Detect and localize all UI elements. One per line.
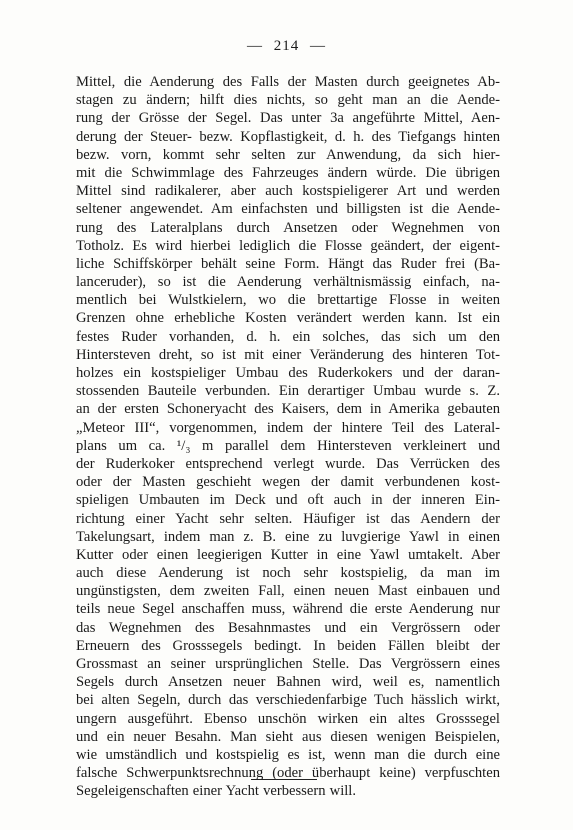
header-dash-left: — bbox=[247, 38, 263, 54]
text-line: das Wegnehmen des Besahnmastes und ein Vergrössern oder bbox=[76, 619, 500, 636]
text-line: Grenzen ohne erhebliche Kosten verändert werden kann. Ist ein bbox=[76, 310, 500, 327]
text-line: liche Schiffskörper behält seine Form. Hängt das Ruder frei (Ba- bbox=[76, 255, 500, 272]
text-line: „Meteor III“, vorgenommen, indem der hintere Teil des Lateral- bbox=[76, 419, 500, 436]
text-line: Grossmast an seiner ursprünglichen Stelle. Das Vergrössern eines bbox=[76, 656, 500, 672]
body-text bbox=[76, 73, 500, 801]
text-line: rung des Lateralplans durch Ansetzen oder Wegnehmen von bbox=[76, 219, 500, 236]
text-line-last: Segeleigenschaften einer Yacht verbessern will. bbox=[76, 783, 357, 800]
text-line: an der ersten Schoneryacht des Kaisers, dem in Amerika gebauten bbox=[76, 401, 500, 418]
text-line: der Ruderkoker entsprechend verlegt wurde. Das Verrücken des bbox=[76, 455, 500, 472]
text-line: stagen zu ändern; hilft dies nichts, so geht man an die Aende- bbox=[76, 92, 500, 109]
page-header bbox=[0, 38, 573, 55]
text-line: und ein neuer Besahn. Man sieht aus diesen wenigen Beispielen, bbox=[76, 728, 500, 745]
text-line: bezw. vorn, kommt sehr selten zur Anwendung, da sich hier- bbox=[76, 146, 500, 163]
text-line: Kutter oder einen leegierigen Kutter in eine Yawl umtakelt. Aber bbox=[76, 546, 500, 563]
text-line: falsche Schwerpunktsrechnung (oder überhaupt keine) verpfuschten bbox=[76, 765, 500, 782]
text-line: Mittel, die Aenderung des Falls der Masten durch geeignetes Ab- bbox=[76, 74, 500, 90]
text-line: wie umständlich und kostspielig es ist, wenn man die durch eine bbox=[76, 746, 500, 763]
text-line: Mittel sind radikalerer, aber auch kostspieligerer Art und werden bbox=[76, 183, 500, 200]
text-line: teils neue Segel anschaffen muss, während die erste Aenderung nur bbox=[76, 601, 500, 618]
page-number: 214 bbox=[273, 38, 300, 54]
text-line: plans um ca. ¹/₃ m parallel dem Hintersteven verkleinert und bbox=[76, 437, 500, 454]
text-line: festes Ruder vorhanden, d. h. ein solches, das sich um den bbox=[76, 328, 500, 345]
text-line: ungern ausgeführt. Ebenso unschön wirken ein altes Grosssegel bbox=[76, 710, 500, 727]
text-line: spieligen Umbauten im Deck und oft auch in der inneren Ein- bbox=[76, 492, 500, 509]
text-line: auch diese Aenderung ist noch sehr kostspielig, da man im bbox=[76, 565, 500, 582]
text-line: Totholz. Es wird hierbei lediglich die Flosse geändert, der eigent- bbox=[76, 237, 500, 254]
text-line: mentlich bei Wulstkielern, wo die brettartige Flosse in weiten bbox=[76, 292, 500, 309]
text-line: Takelungsart, indem man z. B. eine zu luvgierige Yawl in einen bbox=[76, 528, 500, 545]
text-line: seltener angewendet. Am einfachsten und billigsten ist die Aende- bbox=[76, 201, 500, 218]
footer-rule bbox=[251, 779, 317, 780]
text-line: derung der Steuer- bezw. Kopflastigkeit, d. h. des Tiefgangs hinten bbox=[76, 128, 500, 145]
text-line: oder der Masten geschieht wegen der damit verbundenen kost- bbox=[76, 474, 500, 491]
header-dash-right: — bbox=[310, 38, 326, 54]
text-line: lanceruder), so ist die Aenderung verhältnismässig einfach, na- bbox=[76, 274, 500, 291]
text-line: ungünstigsten, dem zweiten Fall, einen neuen Mast einbauen und bbox=[76, 583, 500, 600]
text-line: bei alten Segeln, durch das verschiedenfarbige Tuch hässlich wirkt, bbox=[76, 692, 500, 709]
text-line: holzes ein kostspieliger Umbau des Ruderkokers und der daran- bbox=[76, 365, 500, 381]
text-line: stossenden Bauteile verbunden. Ein derartiger Umbau wurde s. Z. bbox=[76, 383, 500, 400]
text-line: Segels durch Ansetzen neuer Bahnen wird, weil es, namentlich bbox=[76, 674, 500, 691]
text-line: Hintersteven dreht, so ist mit einer Veränderung des hinteren Tot- bbox=[76, 346, 500, 363]
text-line: rung der Grösse der Segel. Das unter 3a angeführte Mittel, Aen- bbox=[76, 110, 500, 127]
text-line: richtung einer Yacht sehr selten. Häufiger ist das Aendern der bbox=[76, 510, 500, 527]
text-line: Erneuern des Grosssegels bedingt. In beiden Fällen bleibt der bbox=[76, 637, 500, 654]
text-line: mit die Schwimmlage des Fahrzeuges ändern würde. Die übrigen bbox=[76, 164, 500, 181]
